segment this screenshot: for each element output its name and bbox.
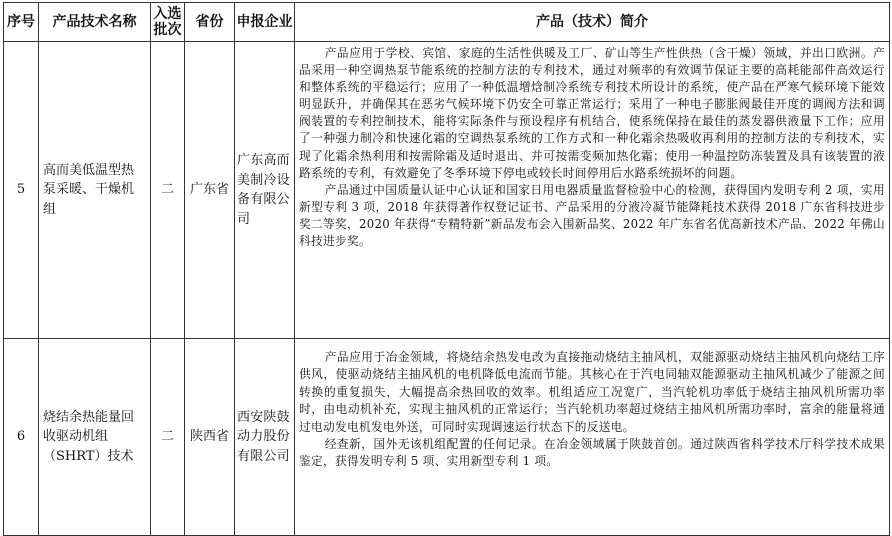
- intro-paragraph: 产品通过中国质量认证中心认证和国家日用电器质量监督检验中心的检测，获得国内发明专利 2 项，实用新型专利 3 项，2018 年获得著作权登记证书、产品采用的分液冷凝节能降耗技术获得 2018 广东省科技进步奖二等奖，2020 年获得“专精特新”新品发布会入围新品奖、2022 年广东省名优高新技术产品、2022 年佛山科技进步奖。: [299, 182, 885, 249]
- row-company: 西安陕鼓动力股份有限公司: [235, 339, 295, 536]
- intro-paragraph: 产品应用于冶金领域，将烧结余热发电改为直接拖动烧结主抽风机，双能源驱动烧结主抽风机向烧结工序供风，使驱动烧结主抽风机的电机降低电流而节能。其核心在于汽电同轴双能源驱动主抽风机减少了能源之间转换的重复损失，大幅提高余热回收的效率。机组适应工况宽广，当汽轮机功率低于烧结主抽风机所需功率时，由电动机补充，实现主抽风机的正常运行；当汽轮机功率超过烧结主抽风机所需功率时，富余的能量将通过电动发电机发电外送，可同时实现调速运行状态下的反送电。: [299, 350, 885, 434]
- row-batch: 二: [151, 339, 185, 536]
- row-intro: [295, 339, 890, 536]
- row-product-name: 高而美低温型热泵采暖、干燥机组: [39, 42, 151, 339]
- header-name: 产品技术名称: [39, 3, 151, 42]
- table-row: [4, 339, 890, 536]
- header-intro: 产品（技术）简介: [295, 3, 890, 42]
- table-header-row: [4, 3, 890, 42]
- row-seq: 6: [4, 339, 39, 536]
- row-company: 广东高而美制冷设备有限公司: [235, 42, 295, 339]
- row-batch: 二: [151, 42, 185, 339]
- product-table: [3, 2, 890, 536]
- header-company: 申报企业: [235, 3, 295, 42]
- header-seq: 序号: [4, 3, 39, 42]
- header-province: 省份: [185, 3, 235, 42]
- intro-paragraph: 经查新，国外无该机组配置的任何记录。在冶金领域属于陕鼓首创。通过陕西省科学技术厅科学技术成果鉴定，获得发明专利 5 项、实用新型专利 1 项。: [299, 437, 885, 469]
- header-batch: 入选批次: [151, 3, 185, 42]
- row-intro: [295, 42, 890, 339]
- row-province: 陕西省: [185, 339, 235, 536]
- table-row: [4, 42, 890, 339]
- row-seq: 5: [4, 42, 39, 339]
- intro-paragraph: 产品应用于学校、宾馆、家庭的生活性供暖及工厂、矿山等生产性供热（含干燥）领域，并出口欧洲。产品采用一种空调热泵节能系统的控制方法的专利技术，通过对频率的有效调节保证主要的高耗能部件高效运行和整体系统的平稳运行；应用了一种低温增焓制冷系统专利技术所设计的系统，使产品在严寒气候环境下能效明显跃升，并确保其在恶劣气候环境下仍安全可靠正常运行；采用了一种电子膨胀阀最佳开度的调阀方法和调阀装置的专利控制技术，能将实际条件与预设程序有机结合，使系统保持在最佳的蒸发器供液量下工作；应用了一种强力制冷和快速化霜的空调热泵系统的工作方式和一种化霜余热吸收再利用的控制方法的专利技术，实现了化霜余热利用和按需除霜及适时退出、并可按需变频加热化霜；使用一种温控防冻装置及具有该装置的液路系统的专利，有效避免了冬季环境下停电或较长时间停用后水路系统损坏的问题。: [299, 46, 885, 180]
- row-province: 广东省: [185, 42, 235, 339]
- row-product-name: 烧结余热能量回收驱动机组（SHRT）技术: [39, 339, 151, 536]
